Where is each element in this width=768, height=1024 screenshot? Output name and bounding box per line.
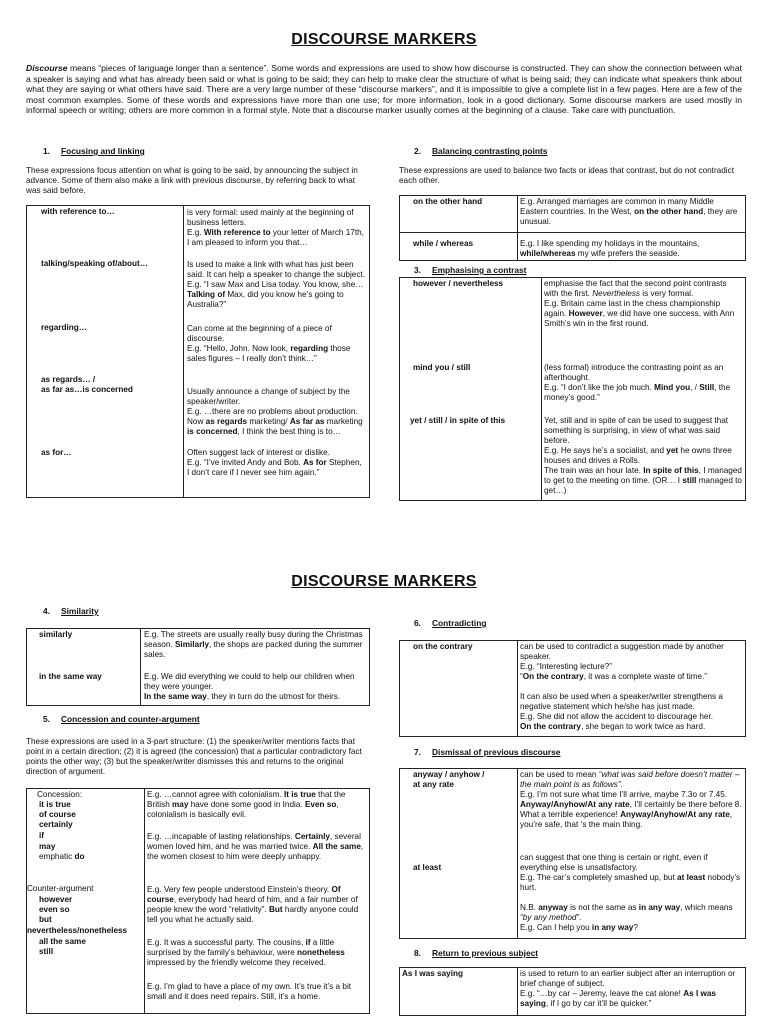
concession-item: of course xyxy=(39,810,76,819)
table-focusing xyxy=(26,205,370,498)
page-title: DISCOURSE MARKERS xyxy=(291,31,477,48)
table-balancing xyxy=(399,195,746,261)
definition-in-the-same-way: E.g. We did everything we could to help our children when they were younger. In the same way, they in turn do the utmost for theirs. xyxy=(144,672,355,701)
table-dismissal xyxy=(399,768,746,939)
definition-similarly: E.g. The streets are usually really busy during the Christmas season. Similarly, the shops are packed during the summer sales. xyxy=(144,630,363,659)
concession-example: E.g. Very few people understood Einstein’s theory. Of course, everybody had heard of him, and a fair number of people knew the word “relativity”. But hardly anyone could tell you what he actually said. xyxy=(147,885,359,924)
definition-as-i-was-saying: is used to return to an earlier subject after an interruption or brief change of subject. E.g. “…by car – Jeremy, leave the cat alone! As I was saying, if I go by car it’ll be quicker.” xyxy=(520,969,736,1008)
definition-anyway: can be used to mean “what was said before doesn’t matter – the main point is as follows”. E.g. I’m not sure what time I’ll arrive, maybe 7.3o or 7.45. Anyway/Anyhow/At any rate, I’ll certainly be there before 8. What a terrible experience! Anyway/Anyhow/At any rate, you’re safe, that ‘s the main thing. xyxy=(520,770,742,829)
definition-on-the-contrary: can be used to contradict a suggestion made by another speaker. E.g. “Interesting lecture?” “On the contrary, it was a complete waste of time.” It can also be used when a speaker/writer strengthens a negative statement which he/she has just made. E.g. She did not allow the accident to discourage her. On the contrary, she began to work twice as hard. xyxy=(520,642,724,731)
section-heading-balancing: 2. Balancing contrasting points xyxy=(414,146,548,156)
intro-text: means “pieces of language longer than a sentence”. Some words and expressions are used to show how discourse is constructed. They can show the connection between what a speaker is saying and what has already been said or what is going to be said; they can help to make clear the structure of what is being said; they can indicate what speakers think about what they are saying or what others have said. There are a very large number of these “discourse markers”, and it is impossible to give a complete list in a few pages. Here are a few of the most common examples. Some of these words and expressions have more than one use; for more information, look in a good dictionary. Some discourse markers are used mostly in informal speech or writing; others are more common in a formal style. Note that a discourse marker usually comes at the beginning of a clause. Take care with punctuation. xyxy=(26,63,742,115)
counter-item: all the same xyxy=(39,937,86,946)
concession-example: E.g. …cannot agree with colonialism. It is true that the British may have done some good in India. Even so, colonialism is basically evil. xyxy=(147,790,346,819)
section-desc-concession: These expressions are used in a 3-part structure: (1) the speaker/writer mentions facts that point in a certain direction; (2) it is agreed (the concession) that a particular contradictory fact points the other way; (3) but the speaker/writer dismisses this and returns to the original direction of argument. xyxy=(26,737,362,776)
definition-mind-you: (less formal) introduce the contrasting point as an afterthought. E.g. “I don’t like the job much. Mind you, / Still, the money’s good.” xyxy=(544,363,731,402)
term-as-i-was-saying: As I was saying xyxy=(402,969,463,978)
section-desc-balancing: These expressions are used to balance two facts or ideas that contrast, but do not contradict each other. xyxy=(399,166,734,185)
term-as-for: as for… xyxy=(41,448,72,457)
term-in-the-same-way: in the same way xyxy=(39,672,102,681)
term-yet-still: yet / still / in spite of this xyxy=(410,416,506,425)
concession-item: certainly xyxy=(39,820,73,829)
table-concession xyxy=(26,788,370,1014)
section-heading-focusing: 1. Focusing and linking xyxy=(43,146,145,156)
intro-lead: Discourse xyxy=(26,63,68,73)
intro-paragraph xyxy=(26,63,742,116)
term-at-least: at least xyxy=(413,863,442,872)
term-talking-of: talking/speaking of/about… xyxy=(41,259,148,268)
concession-item: may xyxy=(39,842,56,851)
counter-item: however xyxy=(39,895,73,904)
concession-example: E.g. I’m glad to have a place of my own. It’s true it’s a bit small and it does need repairs. Still, it’s a home. xyxy=(147,982,352,1001)
concession-example: E.g. …incapable of lasting relationships. Certainly, several women loved him, and he was married twice. All the same, the women closest to him were deeply unhappy. xyxy=(147,832,364,861)
table-contradicting xyxy=(399,640,746,737)
definition-talking-of: Is used to make a link with what has just been said. It can help a speaker to change the subject. E.g. “I saw Max and Lisa today. You know, she… Talking of Max, did you know he’s going to Australia?” xyxy=(187,260,365,309)
term-similarly: similarly xyxy=(39,630,73,639)
definition-however: emphasise the fact that the second point contrasts with the first. Nevertheless is very formal. E.g. Britain came last in the chess championship again. However, we did have one success, with Ann Smith’s win in the first round. xyxy=(544,279,735,328)
definition-as-for: Often suggest lack of interest or dislike. E.g. “I’ve invited Andy and Bob. As for Stephen, I don’t care if I never see him again.” xyxy=(187,448,362,477)
counter-item: nevertheless/nonetheless xyxy=(27,926,128,935)
section-heading-emphasising: 3. Emphasising a contrast xyxy=(414,265,527,275)
concession-label: Concession: xyxy=(37,790,83,799)
section-heading-concession: 5. Concession and counter-argument xyxy=(43,714,200,724)
term-with-reference: with reference to… xyxy=(41,207,115,216)
section-heading-similarity: 4. Similarity xyxy=(43,606,99,616)
emphatic-label: emphatic do xyxy=(39,852,85,861)
term-mind-you: mind you / still xyxy=(413,363,471,372)
concession-item: if xyxy=(39,831,45,840)
section-desc-focusing: These expressions focus attention on what is going to be said, by announcing the subject in advance. Some of them also make a link with previous discourse, by referring back to what was said before. xyxy=(26,166,358,195)
definition-with-reference: is very formal: used mainly at the beginning of business letters. E.g. With reference to your letter of March 17th, I am pleased to inform you that… xyxy=(187,208,364,247)
definition-yet-still: Yet, still and in spite of can be used to suggest that something is surprising, in view of what was said before. E.g. He says he’s a socialist, and yet he owns three houses and drives a Rolls. The train was an hour late. In spite of this, I managed to get to the meeting on time. (OR… I still managed to get…) xyxy=(544,416,742,495)
term-on-the-contrary: on the contrary xyxy=(413,642,473,651)
table-return xyxy=(399,967,746,1016)
page-title-second: DISCOURSE MARKERS xyxy=(291,573,477,590)
concession-example: E.g. It was a successful party. The cousins, if a little surprised by the family’s behaviour, were nonetheless impressed by the friendly welcome they received. xyxy=(147,938,345,967)
definition-on-the-other-hand: E.g. Arranged marriages are common in many Middle Eastern countries. In the West, on the other hand, they are unusual. xyxy=(520,197,738,226)
term-on-the-other-hand: on the other hand xyxy=(413,197,483,206)
counter-item: even so xyxy=(39,905,70,914)
term-anyway: anyway / anyhow / at any rate xyxy=(413,770,485,789)
term-however: however / nevertheless xyxy=(413,279,504,288)
section-heading-contradicting: 6. Contradicting xyxy=(414,618,487,628)
definition-at-least: can suggest that one thing is certain or right, even if everything else is unsatisfactory. E.g. The car’s completely smashed up, but at least nobody’s hurt. N.B. anyway is not the same as in any way, which means “by any method”. E.g. Can I help you in any way? xyxy=(520,853,741,932)
section-heading-return: 8. Return to previous subject xyxy=(414,948,539,958)
definition-while-whereas: E.g. I like spending my holidays in the mountains, while/whereas my wife prefers the seaside. xyxy=(520,239,700,258)
term-while-whereas: while / whereas xyxy=(413,239,474,248)
counter-item: still xyxy=(39,947,54,956)
table-emphasising xyxy=(399,277,746,501)
section-heading-dismissal: 7. Dismissal of previous discourse xyxy=(414,747,561,757)
concession-item: it is true xyxy=(39,800,71,809)
table-similarity xyxy=(26,628,370,706)
counter-item: but xyxy=(39,915,52,924)
counter-argument-label: Counter-argument xyxy=(27,884,94,893)
term-as-regards: as regards… / as far as…is concerned xyxy=(41,375,133,394)
definition-regarding: Can come at the beginning of a piece of discourse. E.g. “Hello, John. Now look, regarding those sales figures – I really don’t think…” xyxy=(187,324,351,363)
term-regarding: regarding… xyxy=(41,323,87,332)
definition-as-regards: Usually announce a change of subject by the speaker/writer. E.g. …there are no problems about production. Now as regards marketing/ As far as marketing is concerned, I think the best thing is to… xyxy=(187,387,363,436)
